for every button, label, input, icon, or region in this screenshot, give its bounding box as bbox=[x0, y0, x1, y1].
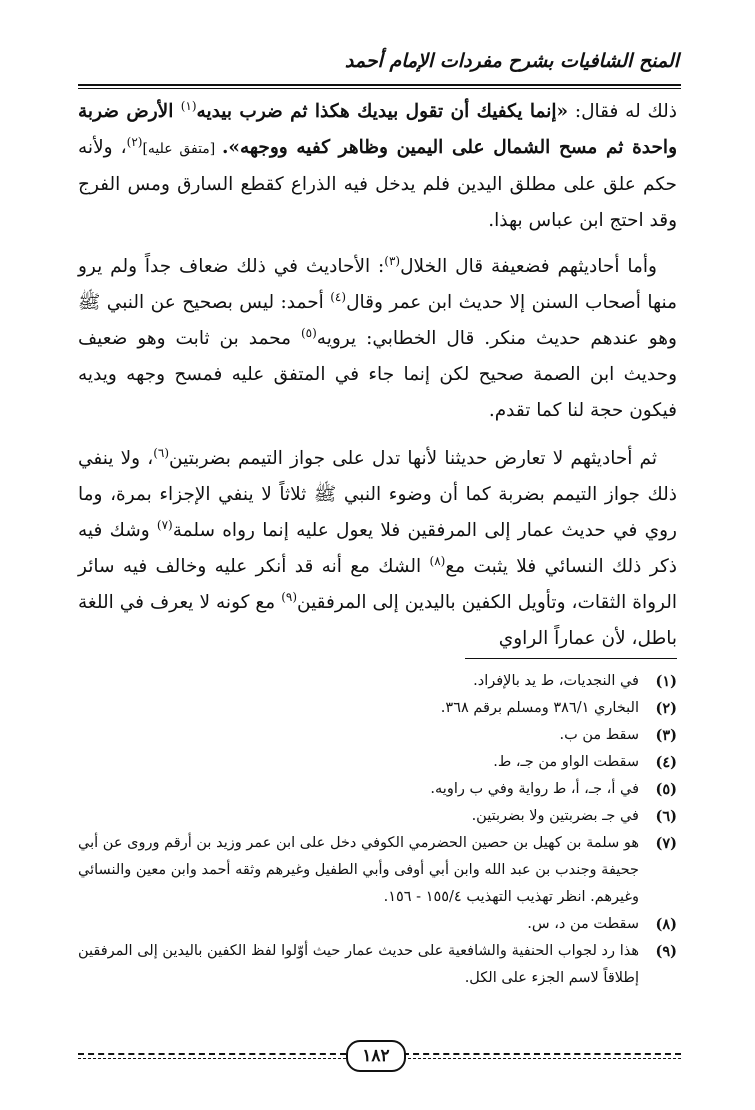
footnote-number: (٩) bbox=[655, 943, 677, 960]
footnote-text: سقطت الواو من جـ، ط. bbox=[493, 754, 639, 770]
footnote-ref-4: (٤) bbox=[330, 289, 347, 304]
footnote-number: (٦) bbox=[655, 808, 677, 825]
footnote-text: في جـ بضربتين ولا بضربتين. bbox=[471, 808, 639, 824]
footnote-number: (٤) bbox=[655, 754, 677, 771]
footnote-text: هو سلمة بن كهيل بن حصين الحضرمي الكوفي دخل على ابن عمر وزيد بن أرقم وروى عن أبي جحيفة وجندب بن عبد الله وابن أبي أوفى وأبي الطفيل وغيرهم وثقه أحمد وابن معين والنسائي وغيرهم. انظر تهذيب التهذيب ١٥٥/٤ - ١٥٦. bbox=[78, 835, 639, 905]
footnote-ref-6: (٦) bbox=[153, 445, 170, 460]
p1-text-b: ، ولأنه حكم علق على مطلق اليدين فلم يدخل فيه الذراع كقطع السارق ومس الفرج وقد احتج ابن عباس بهذا. bbox=[78, 137, 677, 231]
footnote-ref-2: (٢) bbox=[126, 134, 143, 149]
footnote-number: (٨) bbox=[655, 916, 677, 933]
footnote-text: في النجديات، ط يد بالإفراد. bbox=[473, 673, 639, 689]
footnote-item bbox=[78, 830, 677, 911]
header-rule bbox=[78, 84, 681, 86]
footnote-number: (٥) bbox=[655, 781, 677, 798]
p2-text-c: أحمد: ليس بصحيح عن النبي ﷺ وهو عندهم حديث منكر. قال الخطابي: يرويه bbox=[78, 292, 677, 349]
paragraph-3 bbox=[78, 441, 677, 657]
p1-hadith-quote: «إنما يكفيك أن تقول بيديك هكذا ثم ضرب بيديه bbox=[196, 101, 569, 122]
footnote-separator bbox=[465, 658, 677, 659]
footer-dash-left-thin bbox=[78, 1058, 346, 1059]
footer-dash-left bbox=[78, 1053, 346, 1055]
paragraph-2 bbox=[78, 249, 677, 429]
footer-dash-right-thin bbox=[403, 1058, 681, 1059]
footnote-item bbox=[78, 668, 677, 695]
p3-text-b: ، ولا ينفي ذلك جواز التيمم بضربة كما أن وضوء النبي ﷺ ثلاثاً لا ينفي الإجزاء بمرة، وما روي في حديث عمار إلى المرفقين فلا يعول عليه إنما رواه سلمة bbox=[78, 448, 677, 541]
footnote-item bbox=[78, 776, 677, 803]
page-number: ١٨٢ bbox=[346, 1040, 406, 1072]
p2-text-a: وأما أحاديثهم فضعيفة قال الخلال bbox=[400, 256, 657, 277]
p3-text-c: وشك فيه ذكر ذلك النسائي فلا يثبت مع bbox=[78, 520, 678, 577]
footnote-item bbox=[78, 911, 677, 938]
p1-hadith-quote-cont: الأرض ضربة واحدة ثم مسح الشمال على اليمين وظاهر كفيه ووجهه». bbox=[78, 101, 677, 158]
footer-dash-right bbox=[403, 1053, 681, 1055]
footnote-ref-8: (٨) bbox=[429, 553, 446, 568]
main-text bbox=[78, 94, 677, 657]
p2-text-b: : الأحاديث في ذلك ضعاف جداً ولم يرو منها أصحاب السنن إلا حديث ابن عمر وقال bbox=[78, 256, 677, 313]
footnote-ref-5: (٥) bbox=[300, 325, 317, 340]
p1-text-a: ذلك له فقال: bbox=[568, 101, 677, 122]
p3-text-d: الشك مع أنه قد أنكر عليه وخالف فيه سائر الرواة الثقات، وتأويل الكفين باليدين إلى المرفقين bbox=[78, 556, 677, 613]
footnote-text: سقطت من د، س. bbox=[527, 916, 639, 932]
footnote-text: هذا رد لجواب الحنفية والشافعية على حديث عمار حيث أوّلوا لفظ الكفين باليدين إلى المرفقين إطلاقاً لاسم الجزء على الكل. bbox=[78, 943, 639, 986]
footnote-text: البخاري ٣٨٦/١ ومسلم برقم ٣٦٨. bbox=[440, 700, 639, 716]
p2-text-d: محمد بن ثابت وهو ضعيف وحديث ابن الصمة صحيح لكن إنما جاء في المتفق عليه فمسح وجهه ويديه فيكون حجة لنا كما تقدم. bbox=[78, 328, 677, 421]
footnote-number: (١) bbox=[655, 673, 677, 690]
footnote-text: في أ، جـ، أ، ط رواية وفي ب راويه. bbox=[430, 781, 639, 797]
p3-text-a: ثم أحاديثهم لا تعارض حديثنا لأنها تدل على جواز التيمم بضربتين bbox=[169, 448, 657, 469]
footnote-item bbox=[78, 722, 677, 749]
footnote-number: (٣) bbox=[655, 727, 677, 744]
p3-text-e: مع كونه لا يعرف في اللغة باطل، لأن عماراً الراوي bbox=[78, 592, 677, 649]
footnote-ref-1: (١) bbox=[180, 98, 197, 113]
footnote-ref-9: (٩) bbox=[281, 589, 298, 604]
footnote-ref-3: (٣) bbox=[384, 253, 401, 268]
footnote-text: سقط من ب. bbox=[559, 727, 639, 743]
p1-source-bracket: [متفق عليه] bbox=[142, 141, 222, 157]
running-header: المنح الشافيات بشرح مفردات الإمام أحمد bbox=[344, 50, 679, 72]
footnote-item bbox=[78, 695, 677, 722]
page-footer bbox=[78, 1040, 681, 1070]
footnote-item bbox=[78, 938, 677, 992]
footnote-item bbox=[78, 749, 677, 776]
footnote-ref-7: (٧) bbox=[156, 517, 173, 532]
footnote-item bbox=[78, 803, 677, 830]
footnote-number: (٢) bbox=[655, 700, 677, 717]
paragraph-1 bbox=[78, 94, 677, 239]
footnote-number: (٧) bbox=[655, 835, 677, 852]
header-rule-thin bbox=[78, 88, 681, 89]
footnotes bbox=[78, 668, 677, 992]
